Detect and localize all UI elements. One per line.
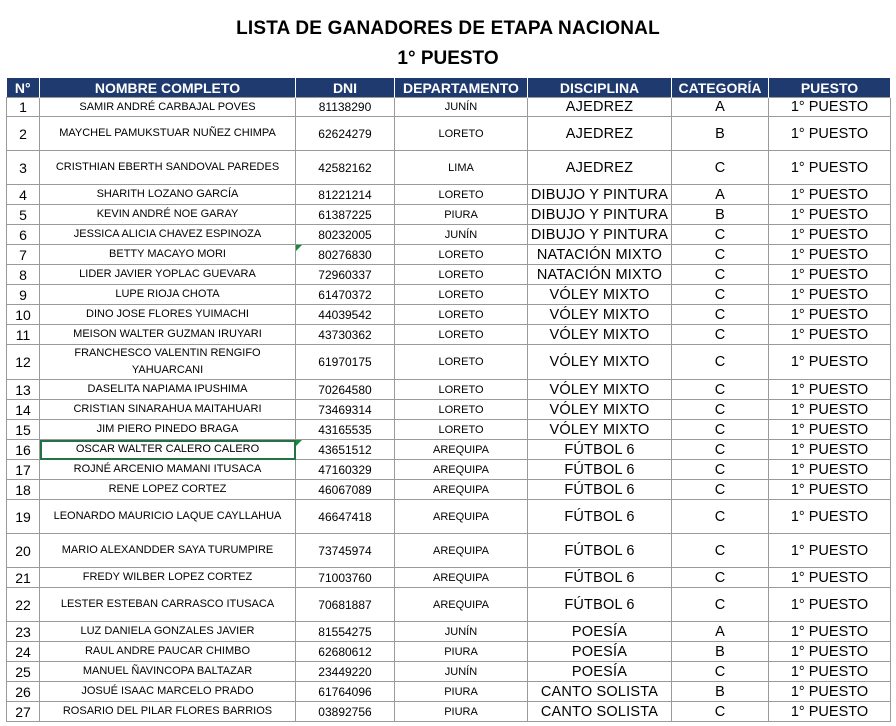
cell-discipline[interactable]: FÚTBOL 6	[528, 534, 672, 568]
cell-discipline[interactable]: VÓLEY MIXTO	[528, 420, 672, 440]
page-subtitle: 1° PUESTO	[397, 48, 499, 69]
cell-category[interactable]: B	[672, 682, 769, 702]
cell-number[interactable]: 21	[7, 568, 40, 588]
cell-department[interactable]: PIURA	[395, 205, 528, 225]
cell-category[interactable]: C	[672, 702, 769, 722]
cell-category[interactable]: B	[672, 642, 769, 662]
cell-discipline[interactable]: VÓLEY MIXTO	[528, 345, 672, 380]
cell-name[interactable]: DASELITA NAPIAMA IPUSHIMA	[40, 380, 296, 400]
cell-dni[interactable]: 80232005	[296, 225, 395, 245]
cell-name[interactable]: LEONARDO MAURICIO LAQUE CAYLLAHUA	[40, 500, 296, 534]
cell-name[interactable]: JOSUÉ ISAAC MARCELO PRADO	[40, 682, 296, 702]
cell-number[interactable]: 16	[7, 440, 40, 460]
cell-place[interactable]: 1° PUESTO	[769, 285, 891, 305]
column-header-department[interactable]: DEPARTAMENTO	[395, 78, 528, 98]
table-row	[7, 205, 891, 225]
cell-name[interactable]: OSCAR WALTER CALERO CALERO	[40, 440, 296, 460]
cell-name[interactable]: KEVIN ANDRÉ NOE GARAY	[40, 205, 296, 225]
cell-department[interactable]: PIURA	[395, 642, 528, 662]
cell-discipline[interactable]: NATACIÓN MIXTO	[528, 245, 672, 265]
cell-dni[interactable]: 42582162	[296, 151, 395, 185]
cell-category[interactable]: C	[672, 480, 769, 500]
cell-dni[interactable]: 61764096	[296, 682, 395, 702]
cell-name[interactable]: BETTY MACAYO MORI	[40, 245, 296, 265]
cell-place[interactable]: 1° PUESTO	[769, 305, 891, 325]
table-row	[7, 185, 891, 205]
cell-place[interactable]: 1° PUESTO	[769, 642, 891, 662]
cell-number[interactable]: 19	[7, 500, 40, 534]
cell-department[interactable]: LORETO	[395, 245, 528, 265]
cell-place[interactable]: 1° PUESTO	[769, 588, 891, 622]
cell-number[interactable]: 20	[7, 534, 40, 568]
cell-dni[interactable]: 43165535	[296, 420, 395, 440]
table-row	[7, 420, 891, 440]
cell-department[interactable]: LIMA	[395, 151, 528, 185]
cell-place[interactable]: 1° PUESTO	[769, 265, 891, 285]
cell-name[interactable]: MANUEL ÑAVINCOPA BALTAZAR	[40, 662, 296, 682]
cell-discipline[interactable]: FÚTBOL 6	[528, 440, 672, 460]
cell-department[interactable]: AREQUIPA	[395, 534, 528, 568]
cell-place[interactable]: 1° PUESTO	[769, 205, 891, 225]
cell-place[interactable]: 1° PUESTO	[769, 345, 891, 380]
cell-discipline[interactable]: DIBUJO Y PINTURA	[528, 185, 672, 205]
cell-discipline[interactable]: POESÍA	[528, 662, 672, 682]
cell-category[interactable]: C	[672, 285, 769, 305]
cell-discipline[interactable]: VÓLEY MIXTO	[528, 380, 672, 400]
cell-department[interactable]: JUNÍN	[395, 662, 528, 682]
column-header-place[interactable]: PUESTO	[769, 78, 891, 98]
cell-number[interactable]: 1	[7, 98, 40, 117]
cell-place[interactable]: 1° PUESTO	[769, 682, 891, 702]
cell-place[interactable]: 1° PUESTO	[769, 117, 891, 151]
cell-discipline[interactable]: FÚTBOL 6	[528, 568, 672, 588]
cell-name[interactable]: FREDY WILBER LOPEZ CORTEZ	[40, 568, 296, 588]
cell-category[interactable]: C	[672, 245, 769, 265]
cell-dni[interactable]: 72960337	[296, 265, 395, 285]
cell-name[interactable]: JIM PIERO PINEDO BRAGA	[40, 420, 296, 440]
cell-department[interactable]: LORETO	[395, 400, 528, 420]
cell-category[interactable]: A	[672, 98, 769, 117]
cell-name[interactable]: LIDER JAVIER YOPLAC GUEVARA	[40, 265, 296, 285]
cell-dni[interactable]: 46647418	[296, 500, 395, 534]
cell-department[interactable]: PIURA	[395, 702, 528, 722]
cell-dni[interactable]: 62680612	[296, 642, 395, 662]
cell-dni[interactable]: 71003760	[296, 568, 395, 588]
cell-number[interactable]: 5	[7, 205, 40, 225]
cell-department[interactable]: LORETO	[395, 265, 528, 285]
column-header-name[interactable]: NOMBRE COMPLETO	[40, 78, 296, 98]
cell-category[interactable]: C	[672, 500, 769, 534]
cell-name[interactable]: RENE LOPEZ CORTEZ	[40, 480, 296, 500]
cell-discipline[interactable]: FÚTBOL 6	[528, 480, 672, 500]
cell-name[interactable]: SHARITH LOZANO GARCÍA	[40, 185, 296, 205]
cell-place[interactable]: 1° PUESTO	[769, 702, 891, 722]
table-row	[7, 245, 891, 265]
cell-discipline[interactable]: CANTO SOLISTA	[528, 682, 672, 702]
table-row	[7, 500, 891, 534]
cell-number[interactable]: 12	[7, 345, 40, 380]
column-header-discipline[interactable]: DISCIPLINA	[528, 78, 672, 98]
cell-category[interactable]: C	[672, 225, 769, 245]
table-row	[7, 440, 891, 460]
table-row	[7, 151, 891, 185]
cell-dni[interactable]: 44039542	[296, 305, 395, 325]
cell-place[interactable]: 1° PUESTO	[769, 662, 891, 682]
cell-place[interactable]: 1° PUESTO	[769, 185, 891, 205]
cell-department[interactable]: AREQUIPA	[395, 440, 528, 460]
table-header-row	[7, 78, 891, 98]
column-header-category[interactable]: CATEGORÍA	[672, 78, 769, 98]
cell-category[interactable]: C	[672, 305, 769, 325]
cell-name[interactable]: LESTER ESTEBAN CARRASCO ITUSACA	[40, 588, 296, 622]
cell-discipline[interactable]: FÚTBOL 6	[528, 460, 672, 480]
cell-department[interactable]: LORETO	[395, 420, 528, 440]
cell-discipline[interactable]: NATACIÓN MIXTO	[528, 265, 672, 285]
cell-number[interactable]: 13	[7, 380, 40, 400]
cell-department[interactable]: JUNÍN	[395, 98, 528, 117]
cell-name[interactable]: MARIO ALEXANDDER SAYA TURUMPIRE	[40, 534, 296, 568]
cell-number[interactable]: 11	[7, 325, 40, 345]
table-row	[7, 225, 891, 245]
cell-category[interactable]: C	[672, 440, 769, 460]
table-row	[7, 702, 891, 722]
cell-number[interactable]: 23	[7, 622, 40, 642]
cell-number[interactable]: 7	[7, 245, 40, 265]
cell-place[interactable]: 1° PUESTO	[769, 325, 891, 345]
cell-place[interactable]: 1° PUESTO	[769, 622, 891, 642]
cell-department[interactable]: LORETO	[395, 285, 528, 305]
cell-name[interactable]: LUPE RIOJA CHOTA	[40, 285, 296, 305]
cell-dni[interactable]: 81221214	[296, 185, 395, 205]
cell-discipline[interactable]: VÓLEY MIXTO	[528, 305, 672, 325]
winners-table	[6, 78, 891, 722]
cell-name[interactable]: CRISTIAN SINARAHUA MAITAHUARI	[40, 400, 296, 420]
cell-discipline[interactable]: AJEDREZ	[528, 117, 672, 151]
cell-department[interactable]: AREQUIPA	[395, 500, 528, 534]
table-row	[7, 682, 891, 702]
cell-department[interactable]: AREQUIPA	[395, 460, 528, 480]
cell-discipline[interactable]: VÓLEY MIXTO	[528, 400, 672, 420]
cell-dni[interactable]: 61470372	[296, 285, 395, 305]
table-row	[7, 568, 891, 588]
table-row	[7, 345, 891, 380]
cell-dni[interactable]: 81138290	[296, 98, 395, 117]
cell-dni[interactable]: 73745974	[296, 534, 395, 568]
cell-department[interactable]: LORETO	[395, 117, 528, 151]
cell-number[interactable]: 9	[7, 285, 40, 305]
cell-dni[interactable]: 43651512	[296, 440, 395, 460]
cell-number[interactable]: 3	[7, 151, 40, 185]
cell-place[interactable]: 1° PUESTO	[769, 500, 891, 534]
table-row	[7, 265, 891, 285]
cell-place[interactable]: 1° PUESTO	[769, 460, 891, 480]
table-row	[7, 622, 891, 642]
cell-dni[interactable]: 03892756	[296, 702, 395, 722]
cell-dni[interactable]: 73469314	[296, 400, 395, 420]
cell-dni[interactable]: 61387225	[296, 205, 395, 225]
cell-department[interactable]: AREQUIPA	[395, 480, 528, 500]
cell-name[interactable]: DINO JOSE FLORES YUIMACHI	[40, 305, 296, 325]
cell-name[interactable]: CRISTHIAN EBERTH SANDOVAL PAREDES	[40, 151, 296, 185]
cell-discipline[interactable]: VÓLEY MIXTO	[528, 325, 672, 345]
cell-name[interactable]: RAUL ANDRE PAUCAR CHIMBO	[40, 642, 296, 662]
cell-number[interactable]: 18	[7, 480, 40, 500]
table-row	[7, 325, 891, 345]
page-title: LISTA DE GANADORES DE ETAPA NACIONAL	[236, 18, 660, 39]
cell-category[interactable]: C	[672, 662, 769, 682]
cell-category[interactable]: A	[672, 185, 769, 205]
cell-dni[interactable]: 70681887	[296, 588, 395, 622]
table-row	[7, 285, 891, 305]
cell-department[interactable]: PIURA	[395, 682, 528, 702]
column-header-number[interactable]: N°	[7, 78, 40, 98]
cell-number[interactable]: 15	[7, 420, 40, 440]
cell-category[interactable]: C	[672, 345, 769, 380]
table-row	[7, 534, 891, 568]
cell-category[interactable]: C	[672, 400, 769, 420]
cell-discipline[interactable]: DIBUJO Y PINTURA	[528, 225, 672, 245]
table-row	[7, 642, 891, 662]
cell-department[interactable]: LORETO	[395, 345, 528, 380]
cell-discipline[interactable]: POESÍA	[528, 622, 672, 642]
cell-dni[interactable]: 70264580	[296, 380, 395, 400]
cell-department[interactable]: LORETO	[395, 185, 528, 205]
cell-number[interactable]: 17	[7, 460, 40, 480]
cell-discipline[interactable]: AJEDREZ	[528, 98, 672, 117]
cell-place[interactable]: 1° PUESTO	[769, 420, 891, 440]
cell-place[interactable]: 1° PUESTO	[769, 151, 891, 185]
cell-number[interactable]: 14	[7, 400, 40, 420]
cell-number[interactable]: 8	[7, 265, 40, 285]
table-row	[7, 460, 891, 480]
cell-number[interactable]: 26	[7, 682, 40, 702]
cell-category[interactable]: B	[672, 205, 769, 225]
cell-number[interactable]: 24	[7, 642, 40, 662]
cell-place[interactable]: 1° PUESTO	[769, 98, 891, 117]
cell-category[interactable]: C	[672, 380, 769, 400]
cell-department[interactable]: LORETO	[395, 305, 528, 325]
cell-number[interactable]: 4	[7, 185, 40, 205]
cell-name[interactable]: MAYCHEL PAMUKSTUAR NUÑEZ CHIMPA	[40, 117, 296, 151]
table-row	[7, 98, 891, 117]
cell-category[interactable]: C	[672, 265, 769, 285]
cell-name[interactable]: JESSICA ALICIA CHAVEZ ESPINOZA	[40, 225, 296, 245]
table-row	[7, 480, 891, 500]
cell-category[interactable]: C	[672, 325, 769, 345]
cell-number[interactable]: 22	[7, 588, 40, 622]
cell-number[interactable]: 25	[7, 662, 40, 682]
cell-place[interactable]: 1° PUESTO	[769, 480, 891, 500]
cell-place[interactable]: 1° PUESTO	[769, 400, 891, 420]
cell-place[interactable]: 1° PUESTO	[769, 534, 891, 568]
cell-dni[interactable]: 47160329	[296, 460, 395, 480]
cell-name[interactable]: MEISON WALTER GUZMAN IRUYARI	[40, 325, 296, 345]
cell-discipline[interactable]: AJEDREZ	[528, 151, 672, 185]
cell-department[interactable]: JUNÍN	[395, 225, 528, 245]
cell-dni[interactable]: 46067089	[296, 480, 395, 500]
cell-discipline[interactable]: FÚTBOL 6	[528, 500, 672, 534]
table-row	[7, 305, 891, 325]
cell-discipline[interactable]: CANTO SOLISTA	[528, 702, 672, 722]
cell-discipline[interactable]: DIBUJO Y PINTURA	[528, 205, 672, 225]
cell-number[interactable]: 10	[7, 305, 40, 325]
cell-department[interactable]: LORETO	[395, 325, 528, 345]
cell-department[interactable]: JUNÍN	[395, 622, 528, 642]
cell-dni[interactable]: 23449220	[296, 662, 395, 682]
cell-dni[interactable]: 43730362	[296, 325, 395, 345]
cell-discipline[interactable]: POESÍA	[528, 642, 672, 662]
column-header-dni[interactable]: DNI	[296, 78, 395, 98]
cell-place[interactable]: 1° PUESTO	[769, 440, 891, 460]
cell-name[interactable]: ROJNÉ ARCENIO MAMANI ITUSACA	[40, 460, 296, 480]
cell-discipline[interactable]: FÚTBOL 6	[528, 588, 672, 622]
cell-place[interactable]: 1° PUESTO	[769, 245, 891, 265]
table-row	[7, 662, 891, 682]
cell-number[interactable]: 6	[7, 225, 40, 245]
cell-place[interactable]: 1° PUESTO	[769, 225, 891, 245]
table-row	[7, 588, 891, 622]
cell-category[interactable]: C	[672, 534, 769, 568]
cell-dni[interactable]: 61970175	[296, 345, 395, 380]
table-row	[7, 400, 891, 420]
cell-number[interactable]: 27	[7, 702, 40, 722]
cell-place[interactable]: 1° PUESTO	[769, 568, 891, 588]
cell-department[interactable]: AREQUIPA	[395, 568, 528, 588]
cell-department[interactable]: LORETO	[395, 380, 528, 400]
cell-category[interactable]: C	[672, 588, 769, 622]
cell-discipline[interactable]: VÓLEY MIXTO	[528, 285, 672, 305]
cell-name[interactable]: SAMIR ANDRÉ CARBAJAL POVES	[40, 98, 296, 117]
cell-category[interactable]: C	[672, 568, 769, 588]
cell-dni[interactable]: 62624279	[296, 117, 395, 151]
cell-number[interactable]: 2	[7, 117, 40, 151]
cell-place[interactable]: 1° PUESTO	[769, 380, 891, 400]
cell-category[interactable]: B	[672, 117, 769, 151]
cell-category[interactable]: A	[672, 622, 769, 642]
cell-dni[interactable]: 80276830	[296, 245, 395, 265]
cell-department[interactable]: AREQUIPA	[395, 588, 528, 622]
cell-dni[interactable]: 81554275	[296, 622, 395, 642]
cell-category[interactable]: C	[672, 460, 769, 480]
cell-name[interactable]: FRANCHESCO VALENTIN RENGIFO YAHUARCANI	[40, 345, 296, 380]
cell-name[interactable]: ROSARIO DEL PILAR FLORES BARRIOS	[40, 702, 296, 722]
cell-name[interactable]: LUZ DANIELA GONZALES JAVIER	[40, 622, 296, 642]
cell-category[interactable]: C	[672, 151, 769, 185]
cell-category[interactable]: C	[672, 420, 769, 440]
table-row	[7, 380, 891, 400]
table-row	[7, 117, 891, 151]
